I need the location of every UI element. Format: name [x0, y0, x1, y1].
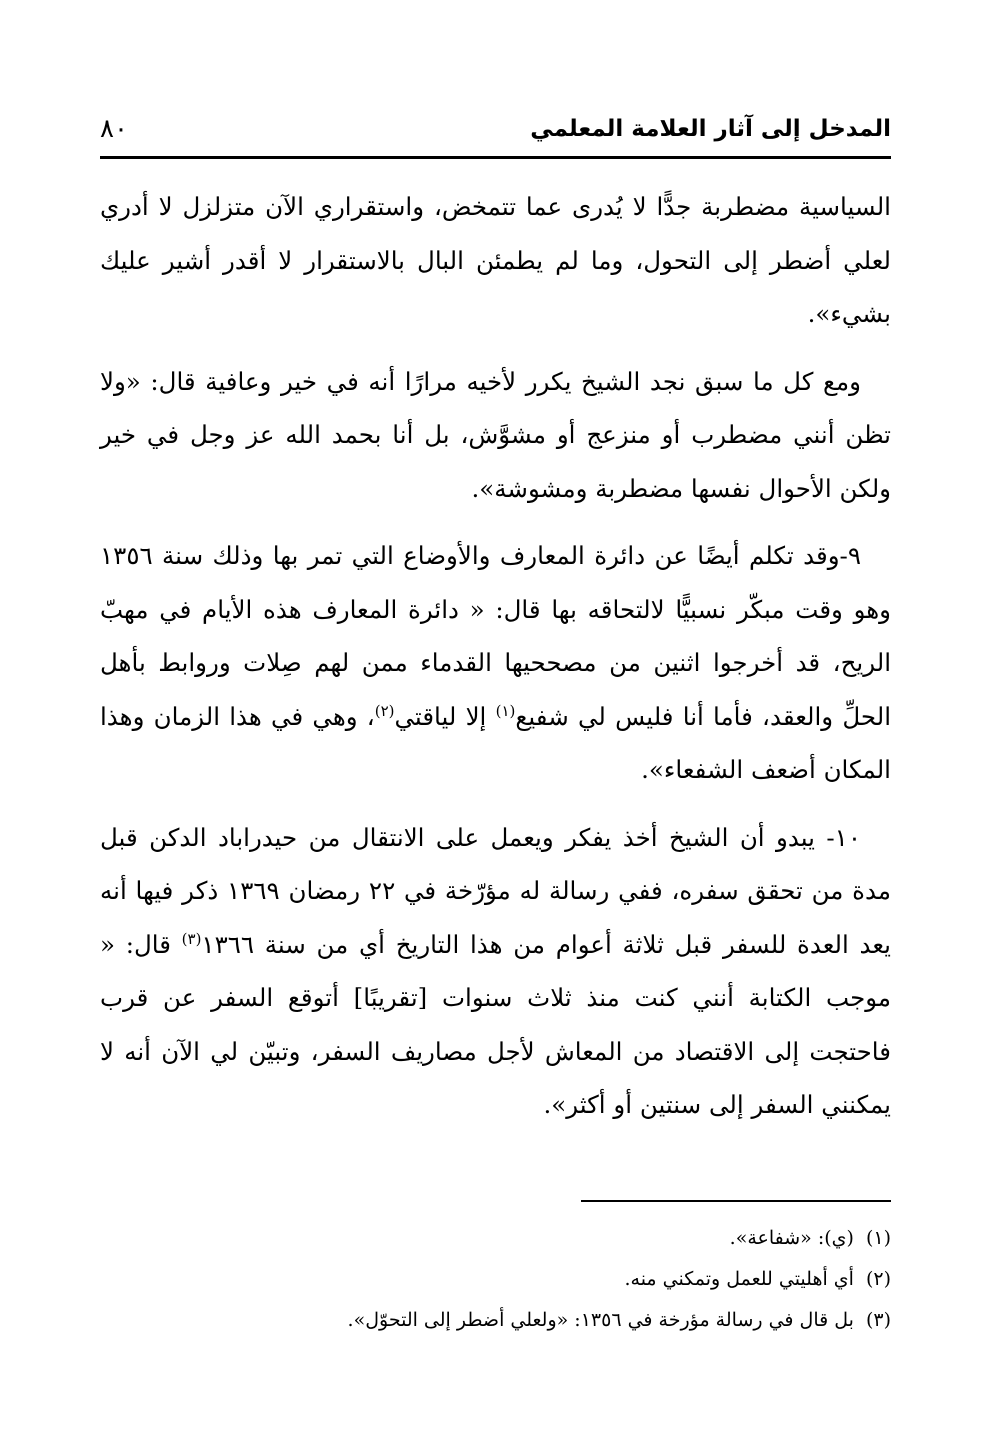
paragraph-3-text-c: ، وهي في هذا الزمان وهذا المكان أضعف الشفعاء». — [100, 701, 891, 784]
footnote-separator — [581, 1200, 891, 1202]
footnote-1 — [100, 1218, 891, 1259]
paragraph-4-text-b: قال: « موجب الكتابة أنني كنت منذ ثلاث سنوات [تقريبًا] أتوقع السفر عن قرب فاحتجت إلى الاقتصاد من المعاش لأجل مصاريف السفر، وتبيّن لي الآن أنه لا يمكنني السفر إلى سنتين أو أكثر». — [100, 929, 891, 1119]
footnote-3-marker: (٣) — [865, 1309, 891, 1331]
paragraph-1: السياسية مضطربة جدًّا لا يُدرى عما تتمخض، واستقراري الآن متزلزل لا أدري لعلي أضطر إلى التحول، وما لم يطمئن البال بالاستقرار لا أقدر أشير عليك بشيء». — [100, 192, 891, 328]
paragraph-4 — [100, 811, 891, 1132]
footnotes — [100, 1218, 891, 1341]
running-header-title: المدخل إلى آثار العلامة المعلمي — [530, 116, 891, 142]
footnote-3-text: بل قال في رسالة مؤرخة في ١٣٥٦: «ولعلي أضطر إلى التحوّل». — [347, 1309, 854, 1331]
footnote-2-text: أي أهليتي للعمل وتمكني منه. — [624, 1268, 854, 1290]
paragraph-4-text-a: ١٠- يبدو أن الشيخ أخذ يفكر ويعمل على الانتقال من حيدراباد الدكن قبل مدة من تحقق سفره، ففي رسالة له مؤرّخة في ٢٢ رمضان ١٣٦٩ ذكر فيها أنه يعد العدة للسفر قبل ثلاثة أعوام من هذا التاريخ أي من سنة ١٣٦٦ — [100, 822, 892, 959]
footnote-2 — [100, 1259, 891, 1300]
page-number: ٨٠ — [100, 114, 128, 144]
footnote-ref-1[interactable]: (١) — [495, 701, 516, 720]
footnote-ref-2[interactable]: (٢) — [374, 701, 395, 720]
footnote-1-text: (ي): «شفاعة». — [729, 1227, 854, 1249]
footnote-2-marker: (٢) — [865, 1268, 891, 1290]
paragraph-2: ومع كل ما سبق نجد الشيخ يكرر لأخيه مرارًا أنه في خير وعافية قال: «ولا تظن أنني مضطرب أو منزعج أو مشوَّش، بل أنا بحمد الله عز وجل في خير ولكن الأحوال نفسها مضطربة ومشوشة». — [100, 366, 891, 503]
paragraph-3-text-b: إلا لياقتي — [394, 701, 496, 731]
body-text — [100, 180, 891, 1146]
header-rule — [100, 156, 891, 159]
running-header — [100, 112, 891, 162]
paragraph-3-text-a: ٩-وقد تكلم أيضًا عن دائرة المعارف والأوضاع التي تمر بها وذلك سنة ١٣٥٦ وهو وقت مبكّر نسبيًّا لالتحاقه بها قال: « دائرة المعارف هذه الأيام في مهبّ الريح، قد أخرجوا اثنين من مصححيها القدماء ممن لهم صِلات وروابط بأهل الحلِّ والعقد، فأما أنا فليس لي شفيع — [100, 541, 891, 731]
footnote-3 — [100, 1300, 891, 1341]
paragraph-3 — [100, 529, 891, 797]
footnote-ref-3[interactable]: (٣) — [181, 929, 202, 948]
footnote-1-marker: (١) — [865, 1227, 891, 1249]
